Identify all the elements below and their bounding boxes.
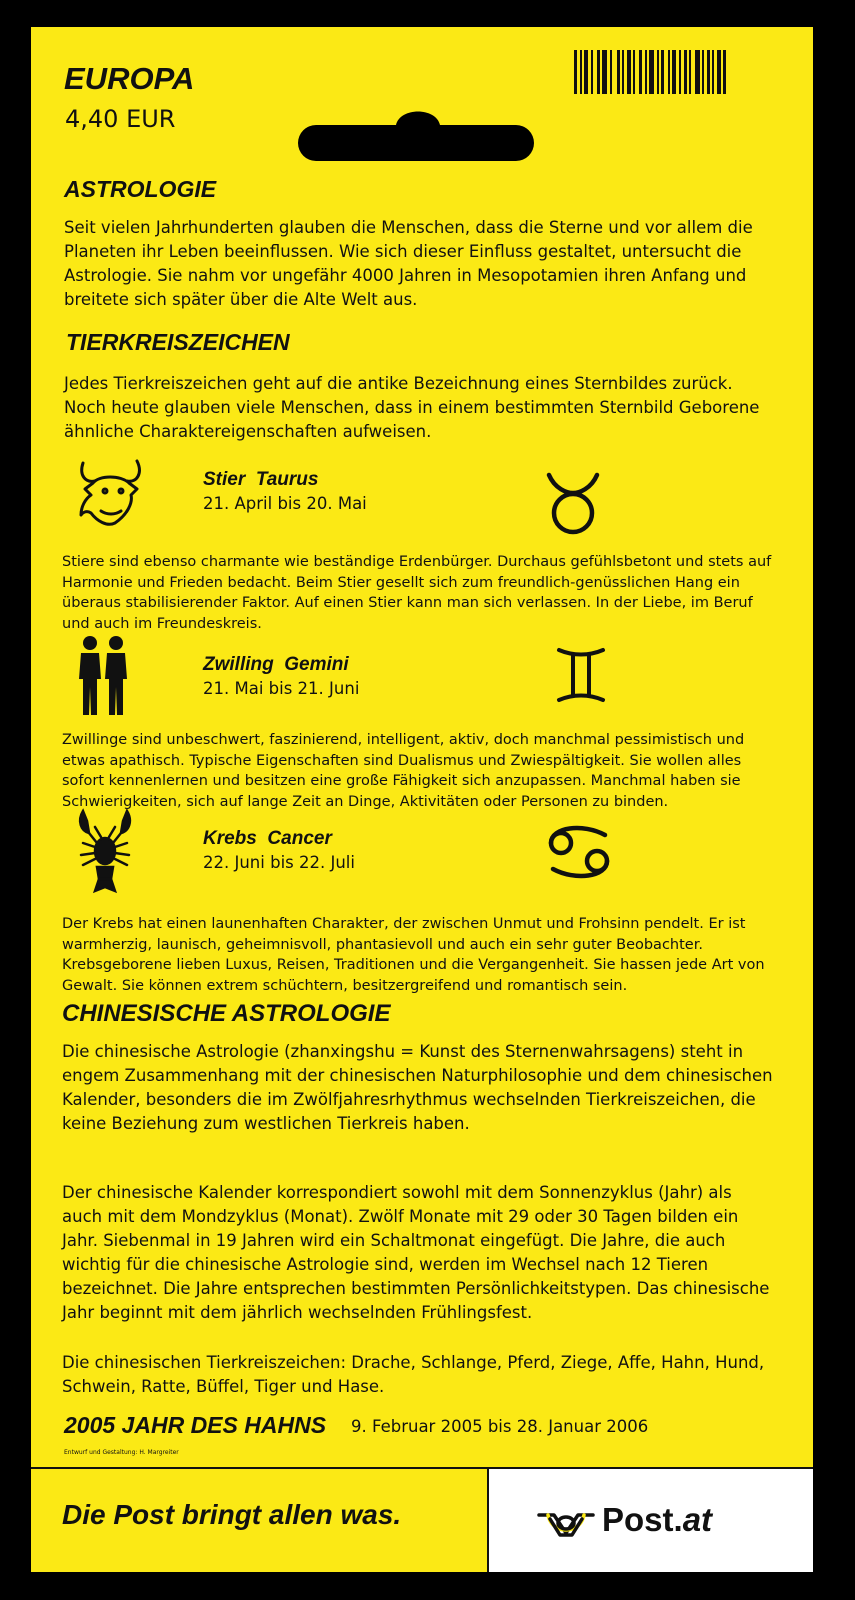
sign-title-cancer: Krebs Cancer <box>203 828 332 849</box>
year-dates: 9. Februar 2005 bis 28. Januar 2006 <box>351 1417 649 1436</box>
hang-slot <box>296 99 536 163</box>
astrologie-text: Seit vielen Jahrhunderten glauben die Menschen, dass die Sterne und vor allem die Planeten ihr Leben beeinflussen. Wie sich dieser Einfluss gestaltet, untersucht die Astrologie. Sie nahm vor ungefähr 4000 Jahren in Mesopotamien ihren Anfang und breitete sich später über die Alte Welt aus. <box>64 218 753 309</box>
booklet-cover <box>31 27 813 1572</box>
post-brand: Post.at <box>602 1501 713 1538</box>
barcode <box>574 50 762 94</box>
sign-date-cancer: 22. Juni bis 22. Juli <box>203 853 355 872</box>
bull-icon <box>75 457 147 529</box>
chinese-paragraph-2: Der chinesische Kalender korrespondiert sowohl mit dem Sonnenzyklus (Jahr) als auch mit dem Mondzyklus (Monat). Zwölf Monate mit 29 oder 30 Tagen bilden ein Jahr. Siebenmal in 19 Jahren wird ein Schaltmonat eingefügt. Die Jahre, die auch wichtig für die chinesische Astrologie sind, werden im Wechsel nach 12 Tieren bezeichnet. Die Jahre entsprechen bestimmten Persönlichkeitstypen. Das chinesische Jahr beginnt mit dem jährlich wechselnden Frühlingsfest. <box>62 1183 770 1322</box>
astrologie-heading: ASTROLOGIE <box>64 176 217 202</box>
crayfish-icon <box>75 807 135 897</box>
footer-slogan: Die Post bringt allen was. <box>62 1499 402 1530</box>
price-label: 4,40 EUR <box>65 105 176 133</box>
tierkreis-text: Jedes Tierkreiszeichen geht auf die antike Bezeichnung eines Sternbildes zurück. Noch heute glauben viele Menschen, dass in einem bestimmten Sternbild Geborene ähnliche Charaktereigenschaften aufweisen. <box>64 374 760 441</box>
sign-text-taurus: Stiere sind ebenso charmante wie beständige Erdenbürger. Durchaus gefühlsbetont und stets auf Harmonie und Frieden bedacht. Beim Stier gesellt sich zum freundlich-genüsslichen Hang ein überaus stabilisierender Faktor. Auf einen Stier kann man sich verlassen. In der Liebe, im Beruf und auch im Freundeskreis. <box>62 554 772 632</box>
twins-icon <box>73 635 133 717</box>
sign-text-gemini: Zwillinge sind unbeschwert, faszinierend, intelligent, aktiv, doch manchmal pessimistisch und etwas apathisch. Typische Eigenschaften sind Dualismus und Zwiespältigkeit. Sie wollen alles sofort kennenlernen und besitzen eine große Fähigkeit sich anzupassen. Manchmal haben sie Schwierigkeiten, sich auf lange Zeit an Dinge, Aktivitäten oder Personen zu binden. <box>62 732 745 810</box>
year-title: 2005 JAHR DES HAHNS <box>64 1412 327 1438</box>
cancer-symbol-icon <box>543 821 615 883</box>
chinese-paragraph-1: Die chinesische Astrologie (zhanxingshu = Kunst des Sternenwahrsagens) steht in engem Zusammenhang mit der chinesischen Naturphilosophie und dem chinesischen Kalender, besonders die im Zwölfjahresrhythmus wechselnden Tierkreiszeichen, die keine Beziehung zum westlichen Tierkreis haben. <box>62 1042 773 1133</box>
footer-brand-area <box>487 1467 813 1572</box>
chinese-heading: CHINESISCHE ASTROLOGIE <box>62 1000 391 1027</box>
sign-title-gemini: Zwilling Gemini <box>203 654 349 675</box>
sign-title-taurus: Stier Taurus <box>203 469 319 490</box>
tierkreis-heading: TIERKREISZEICHEN <box>66 329 290 355</box>
sign-date-gemini: 21. Mai bis 21. Juni <box>203 679 360 698</box>
footer-bar <box>31 1467 813 1572</box>
sign-date-taurus: 21. April bis 20. Mai <box>203 494 367 513</box>
product-title: EUROPA <box>64 61 195 96</box>
sign-text-cancer: Der Krebs hat einen launenhaften Charakter, der zwischen Unmut und Frohsinn pendelt. Er ist warmherzig, launisch, geheimnisvoll, phantasievoll und auch ein sehr guter Beobachter. Krebsgeborene lieben Luxus, Reisen, Traditionen und die Vergangenheit. Sie hassen jede Art von Gewalt. Sie können extrem schüchtern, besitzergreifend und romantisch sein. <box>62 916 765 994</box>
taurus-symbol-icon <box>543 467 603 539</box>
gemini-symbol-icon <box>555 644 607 706</box>
footer-slogan-area <box>31 1467 487 1572</box>
chinese-paragraph-3: Die chinesischen Tierkreiszeichen: Drache, Schlange, Pferd, Ziege, Affe, Hahn, Hund, Schwein, Ratte, Büffel, Tiger und Hase. <box>62 1353 765 1396</box>
post-horn-icon <box>536 1507 596 1541</box>
design-credit: Entwurf und Gestaltung: H. Margreiter <box>64 1449 179 1456</box>
